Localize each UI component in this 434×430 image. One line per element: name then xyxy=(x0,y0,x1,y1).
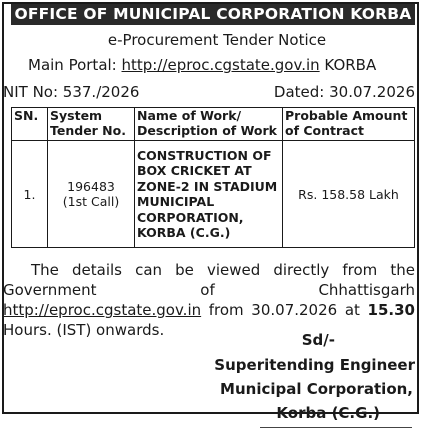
details-paragraph xyxy=(3,260,415,340)
tender-call: (1st Call) xyxy=(62,194,120,209)
signature-sd: Sd/- xyxy=(301,331,335,349)
table-header-row xyxy=(12,108,415,141)
tender-number: 196483 xyxy=(67,179,115,194)
portal-link[interactable]: http://eproc.cgstate.gov.in xyxy=(121,56,320,74)
details-link[interactable]: http://eproc.cgstate.gov.in xyxy=(3,301,202,319)
signature-title: Superitending Engineer xyxy=(214,356,415,374)
header-work: Name of Work/ Description of Work xyxy=(135,108,283,141)
row-work-description xyxy=(135,141,283,248)
portal-label: Main Portal: xyxy=(28,56,117,74)
header-sn: SN. xyxy=(12,108,48,141)
details-text-2: from 30.07.2026 at xyxy=(208,301,360,319)
work-line: KORBA (C.G.) xyxy=(137,225,231,240)
tender-table xyxy=(11,107,415,248)
header-amount: Probable Amount of Contract xyxy=(283,108,415,141)
work-line: BOX CRICKET AT xyxy=(137,163,252,178)
header-system-tender-no: System Tender No. xyxy=(48,108,135,141)
details-text-1: The details can be viewed directly from the Government of Chhattisgarh xyxy=(3,261,415,299)
separator-line xyxy=(260,427,412,428)
work-line: ZONE-2 IN STADIUM xyxy=(137,178,278,194)
details-time: 15.30 xyxy=(367,301,415,319)
work-line: CONSTRUCTION OF xyxy=(137,147,272,163)
table-row xyxy=(12,141,415,248)
signature-org: Municipal Corporation, xyxy=(220,380,413,398)
office-banner: OFFICE OF MUNICIPAL CORPORATION KORBA xyxy=(11,4,415,25)
work-line: MUNICIPAL xyxy=(137,194,215,209)
nit-number: NIT No: 537./2026 xyxy=(3,83,140,101)
row-amount: Rs. 158.58 Lakh xyxy=(283,141,415,248)
nit-date: Dated: 30.07.2026 xyxy=(273,83,415,101)
row-sn: 1. xyxy=(12,141,48,248)
signature-place: Korba (C.G.) xyxy=(276,404,380,422)
portal-line xyxy=(28,56,376,74)
details-text-3: Hours. (IST) onwards. xyxy=(3,321,165,339)
row-tender-number xyxy=(48,141,135,248)
work-line: CORPORATION, xyxy=(137,209,244,225)
notice-subtitle: e-Procurement Tender Notice xyxy=(107,31,327,49)
portal-city: KORBA xyxy=(324,56,377,74)
